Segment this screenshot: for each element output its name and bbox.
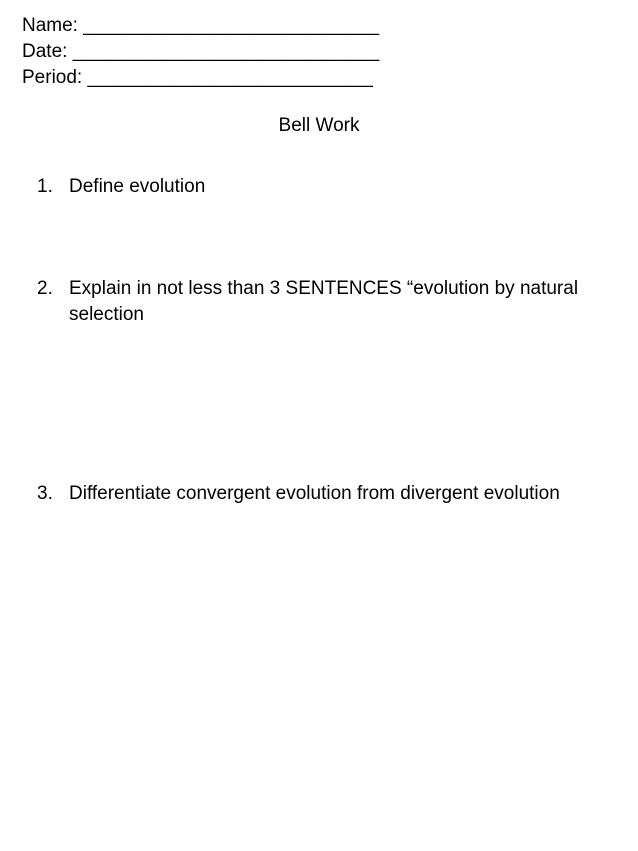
- question-item: [37, 276, 597, 328]
- name-line: Name: ____________________________: [22, 15, 380, 36]
- question-text: Differentiate convergent evolution from divergent evolution: [69, 483, 560, 504]
- question-number: 3.: [37, 483, 53, 504]
- student-info-block: [22, 13, 379, 91]
- page-title: Bell Work: [278, 115, 360, 136]
- question-text: Explain in not less than 3 SENTENCES “evolution by natural selection: [69, 278, 579, 325]
- period-line: Period: ___________________________: [22, 67, 373, 88]
- question-item: [37, 174, 597, 200]
- question-item: [37, 481, 597, 507]
- question-text: Define evolution: [69, 176, 206, 197]
- date-line: Date: _____________________________: [22, 41, 380, 62]
- question-number: 2.: [37, 278, 53, 299]
- question-number: 1.: [37, 176, 53, 197]
